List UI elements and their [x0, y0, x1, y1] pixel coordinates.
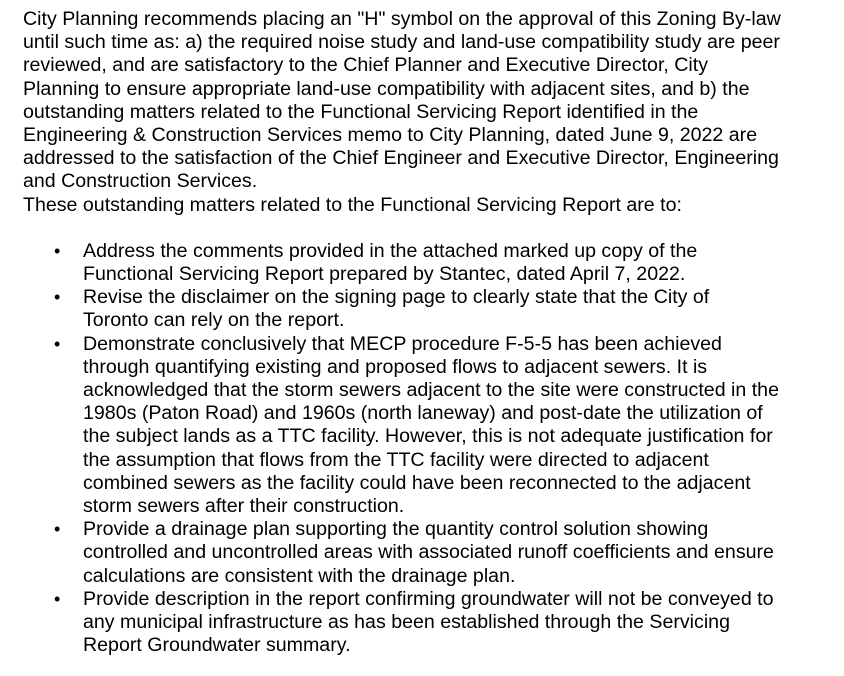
list-item-line: Toronto can rely on the report. [83, 309, 345, 332]
intro-line: Engineering & Construction Services memo to City Planning, dated June 9, 2022 are [23, 124, 758, 147]
intro-line: reviewed, and are satisfactory to the Chief Planner and Executive Director, City [23, 54, 709, 77]
list-item-line: any municipal infrastructure as has been established through the Servicing [83, 611, 730, 634]
list-item-line: Revise the disclaimer on the signing page to clearly state that the City of [83, 286, 710, 309]
lead-in-line: These outstanding matters related to the Functional Servicing Report are to: [23, 193, 682, 216]
outstanding-matters-list [23, 240, 833, 658]
list-item [23, 518, 833, 588]
list-item-line: calculations are consistent with the drainage plan. [83, 564, 516, 587]
list-item [23, 286, 833, 332]
intro-line: City Planning recommends placing an "H" symbol on the approval of this Zoning By-law [23, 8, 781, 30]
list-item [23, 333, 833, 519]
list-item-line: Address the comments provided in the attached marked up copy of the [83, 239, 698, 262]
list-item [23, 240, 833, 286]
list-item-line: Report Groundwater summary. [83, 634, 351, 657]
intro-line: Planning to ensure appropriate land-use compatibility with adjacent sites, and b) the [23, 77, 750, 100]
intro-line: outstanding matters related to the Functional Servicing Report identified in the [23, 100, 699, 123]
bullet-icon: • [54, 588, 61, 609]
intro-paragraph [23, 8, 833, 194]
bullet-icon: • [54, 240, 61, 261]
list-item-line: storm sewers after their construction. [83, 495, 405, 518]
bullet-icon: • [54, 519, 61, 540]
list-item-line: Demonstrate conclusively that MECP procedure F-5-5 has been achieved [83, 332, 722, 355]
list-item-line: through quantifying existing and proposed flows to adjacent sewers. It is [83, 355, 708, 378]
list-item-line: 1980s (Paton Road) and 1960s (north laneway) and post-date the utilization of [83, 402, 763, 425]
paragraph-spacer [23, 217, 833, 240]
list-item-line: the subject lands as a TTC facility. However, this is not adequate justification for [83, 425, 773, 448]
intro-line: addressed to the satisfaction of the Chief Engineer and Executive Director, Engineering [23, 147, 779, 170]
list-item-line: controlled and uncontrolled areas with associated runoff coefficients and ensure [83, 541, 774, 564]
list-item-line: acknowledged that the storm sewers adjacent to the site were constructed in the [83, 379, 779, 402]
document-body [23, 8, 833, 657]
list-item-line: Provide description in the report confirming groundwater will not be conveyed to [83, 587, 774, 610]
intro-line: until such time as: a) the required noise study and land-use compatibility study are peer [23, 31, 780, 54]
list-item-line: Functional Servicing Report prepared by Stantec, dated April 7, 2022. [83, 263, 686, 286]
intro-line: and Construction Services. [23, 170, 258, 193]
list-item [23, 588, 833, 658]
bullet-icon: • [54, 333, 61, 354]
bullet-icon: • [54, 287, 61, 308]
list-item-line: combined sewers as the facility could have been reconnected to the adjacent [83, 471, 751, 494]
list-item-line: the assumption that flows from the TTC facility were directed to adjacent [83, 448, 709, 471]
list-item-line: Provide a drainage plan supporting the quantity control solution showing [83, 518, 709, 541]
lead-in-sentence [23, 194, 833, 217]
